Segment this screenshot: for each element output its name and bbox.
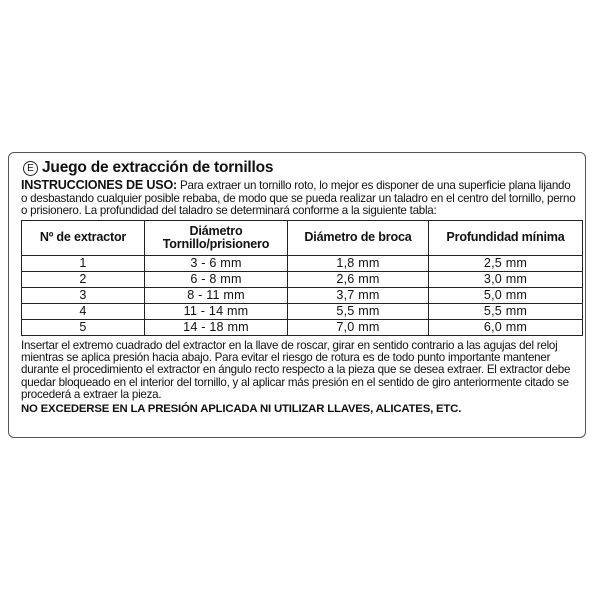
cell-min-depth: 5,5 mm <box>429 303 583 319</box>
cell-drill-diameter: 3,7 mm <box>288 287 429 303</box>
cell-screw-diameter: 3 - 6 mm <box>145 255 288 271</box>
cell-screw-diameter: 11 - 14 mm <box>145 303 288 319</box>
cell-extractor: 2 <box>22 271 145 287</box>
cell-drill-diameter: 5,5 mm <box>288 303 429 319</box>
intro-paragraph <box>21 179 577 218</box>
cell-extractor: 5 <box>22 319 145 335</box>
warning-text: NO EXCEDERSE EN LA PRESIÓN APLICADA NI UTILIZAR LLAVES, ALICATES, ETC. <box>21 402 462 415</box>
table-row <box>22 255 583 271</box>
cell-min-depth: 2,5 mm <box>429 255 583 271</box>
cell-drill-diameter: 1,8 mm <box>288 255 429 271</box>
cell-min-depth: 5,0 mm <box>429 287 583 303</box>
cell-min-depth: 6,0 mm <box>429 319 583 335</box>
cell-extractor: 1 <box>22 255 145 271</box>
language-badge: E <box>23 161 38 176</box>
extractor-table <box>21 220 583 336</box>
instruction-label <box>8 152 586 438</box>
outro-paragraph: Insertar el extremo cuadrado del extractor en la llave de roscar, girar en sentido contrario a las agujas del reloj mientras se aplica presión hacia abajo. Para evitar el riesgo de rotura es de todo punto importante mantener durante el procedimiento el extractor en ángulo recto respecto a la pieza que se desea extraer. El extractor debe quedar bloqueado en el interior del tornillo, y al aplicar más presión en el sentido de giro anteriormente citado se procederá a extraer la pieza. <box>21 338 571 402</box>
label-title: Juego de extracción de tornillos <box>42 159 274 176</box>
title-row <box>19 157 577 179</box>
col-header-min-depth: Profundidad mínima <box>429 220 583 255</box>
cell-drill-diameter: 7,0 mm <box>288 319 429 335</box>
cell-screw-diameter: 8 - 11 mm <box>145 287 288 303</box>
table-row <box>22 271 583 287</box>
col-header-screw-diameter: Diámetro Tornillo/prisionero <box>145 220 288 255</box>
cell-min-depth: 3,0 mm <box>429 271 583 287</box>
col-header-extractor: Nº de extractor <box>22 220 145 255</box>
cell-extractor: 3 <box>22 287 145 303</box>
col-header-drill-diameter: Diámetro de broca <box>288 220 429 255</box>
cell-drill-diameter: 2,6 mm <box>288 271 429 287</box>
table-row <box>22 303 583 319</box>
table-row <box>22 319 583 335</box>
table-row <box>22 287 583 303</box>
cell-extractor: 4 <box>22 303 145 319</box>
intro-lead: INSTRUCCIONES DE USO: <box>21 178 178 192</box>
table-header-row <box>22 220 583 255</box>
intro-text: Para extraer un tornillo roto, lo mejor es disponer de una superficie plana lijando o desbastando cualquier posible rebaba, de modo que se pueda realizar un taladro en el centro del tornillo, perno o prisionero. La profundidad del taladro se determinará conforme a la siguiente tabla: <box>21 179 576 217</box>
cell-screw-diameter: 14 - 18 mm <box>145 319 288 335</box>
cell-screw-diameter: 6 - 8 mm <box>145 271 288 287</box>
